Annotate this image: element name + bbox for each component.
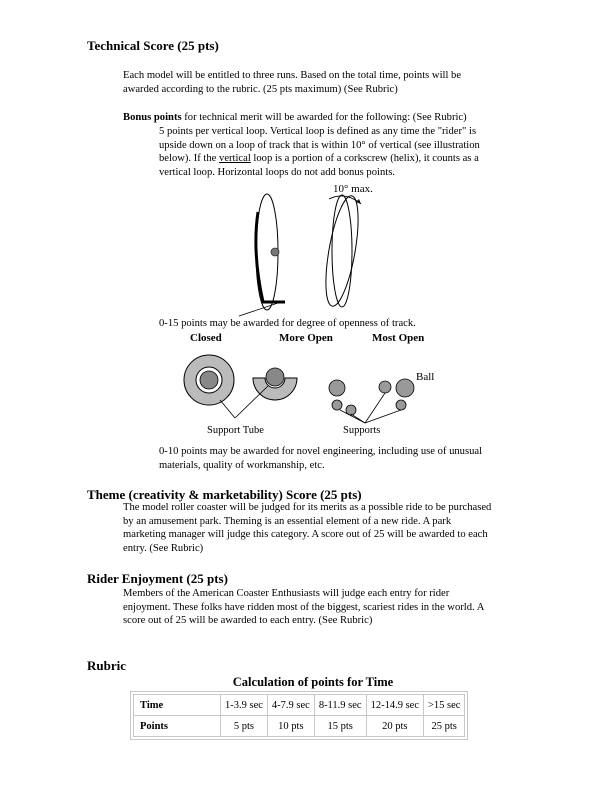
rider-heading: Rider Enjoyment (25 pts) [87, 571, 228, 586]
rider-paragraph [123, 587, 484, 628]
rubric-table [130, 691, 468, 740]
label-most-open: Most Open [372, 332, 425, 344]
novel-engineering-text [159, 445, 482, 472]
ball-more-open [266, 368, 284, 386]
bonus-rest: for technical merit will be awarded for the following: (See Rubric) [181, 112, 467, 123]
time-cell: 1-3.9 sec [221, 695, 268, 716]
support-tube-label: Support Tube [207, 425, 264, 436]
supports-pointer [365, 410, 401, 423]
time-cell: 12-14.9 sec [366, 695, 423, 716]
ball-closed [200, 371, 218, 389]
label-closed: Closed [190, 332, 222, 344]
rider-line: score out of 25 will be awarded to each entry. (See Rubric) [123, 615, 373, 626]
support-ball-left [329, 380, 345, 396]
rider-ball [271, 248, 279, 256]
ten-degree-label: 10° max. [333, 183, 373, 195]
technical-intro [123, 69, 461, 96]
support-tube-pointer [235, 386, 268, 418]
supports-pointer [365, 393, 385, 423]
bonus-points-line [123, 111, 467, 125]
time-row-header: Time [134, 695, 221, 716]
openness-text: 0-15 points may be awarded for degree of openness of track. [159, 318, 416, 329]
bonus-label: Bonus points [123, 112, 182, 123]
theme-line: entry. (See Rubric) [123, 542, 204, 554]
loop-track-thick-edge [256, 212, 263, 302]
vertical-reference-loop [332, 195, 352, 307]
support-ball-right-small-2 [396, 400, 406, 410]
vertical-loop-paragraph [159, 125, 480, 179]
novel-line: materials, quality of workmanship, etc. [159, 459, 325, 471]
time-cell: 4-7.9 sec [267, 695, 314, 716]
time-cell: >15 sec [423, 695, 464, 716]
points-row-header: Points [134, 716, 221, 737]
support-tube-pointer [220, 400, 235, 418]
theme-line: The model roller coaster will be judged for its merits as a possible ride to be purchased [123, 502, 492, 513]
loop-line: 5 points per vertical loop. Vertical loop is defined as any time the "rider" is [159, 126, 477, 137]
loop-line: below). If the vertical loop is a portion of a corkscrew (helix), it counts as a [159, 153, 479, 164]
supports-pointer [351, 414, 365, 423]
loop-line: vertical loop. Horizontal loops do not add bonus points. [159, 166, 395, 178]
points-cell: 5 pts [221, 716, 268, 737]
technical-intro-line: awarded according to the rubric. (25 pts maximum) (See Rubric) [123, 83, 398, 95]
time-cell: 8-11.9 sec [314, 695, 366, 716]
rubric-table-title: Calculation of points for Time [232, 675, 394, 689]
ball-most-open [396, 379, 414, 397]
support-ball-right-small [379, 381, 391, 393]
loop-line: upside down on a loop of track that is within 10° of vertical (see illustration [159, 139, 480, 151]
rider-line: Members of the American Coaster Enthusiasts will judge each entry for rider [123, 588, 450, 599]
support-ball-left-small [332, 400, 342, 410]
points-cell: 15 pts [314, 716, 366, 737]
points-row [134, 716, 465, 737]
points-cell: 20 pts [366, 716, 423, 737]
theme-line: marketing manager will judge this category. A score out of 25 will be awarded to each [123, 529, 488, 540]
tilted-loop [319, 194, 364, 309]
loop-pointer-line [239, 302, 281, 316]
rider-line: enjoyment. These folks have ridden most of the biggest, scariest rides in the world. A [123, 601, 485, 613]
time-row [134, 695, 465, 716]
technical-heading: Technical Score (25 pts) [87, 38, 219, 53]
technical-intro-line: Each model will be entitled to three runs. Based on the total time, points will be [123, 70, 462, 81]
label-more-open: More Open [279, 332, 333, 344]
theme-line: by an amusement park. Theming is an essential element of a new ride. A park [123, 515, 452, 527]
theme-heading: Theme (creativity & marketability) Score (25 pts) [87, 487, 362, 502]
novel-line: 0-10 points may be awarded for novel engineering, including use of unusual [159, 446, 483, 457]
theme-paragraph [123, 501, 491, 555]
rubric-heading: Rubric [87, 658, 126, 673]
points-cell: 10 pts [267, 716, 314, 737]
points-cell: 25 pts [423, 716, 464, 737]
vertical-loop-figure [225, 176, 385, 321]
supports-label: Supports [343, 425, 381, 436]
ball-label: Ball [416, 371, 435, 383]
